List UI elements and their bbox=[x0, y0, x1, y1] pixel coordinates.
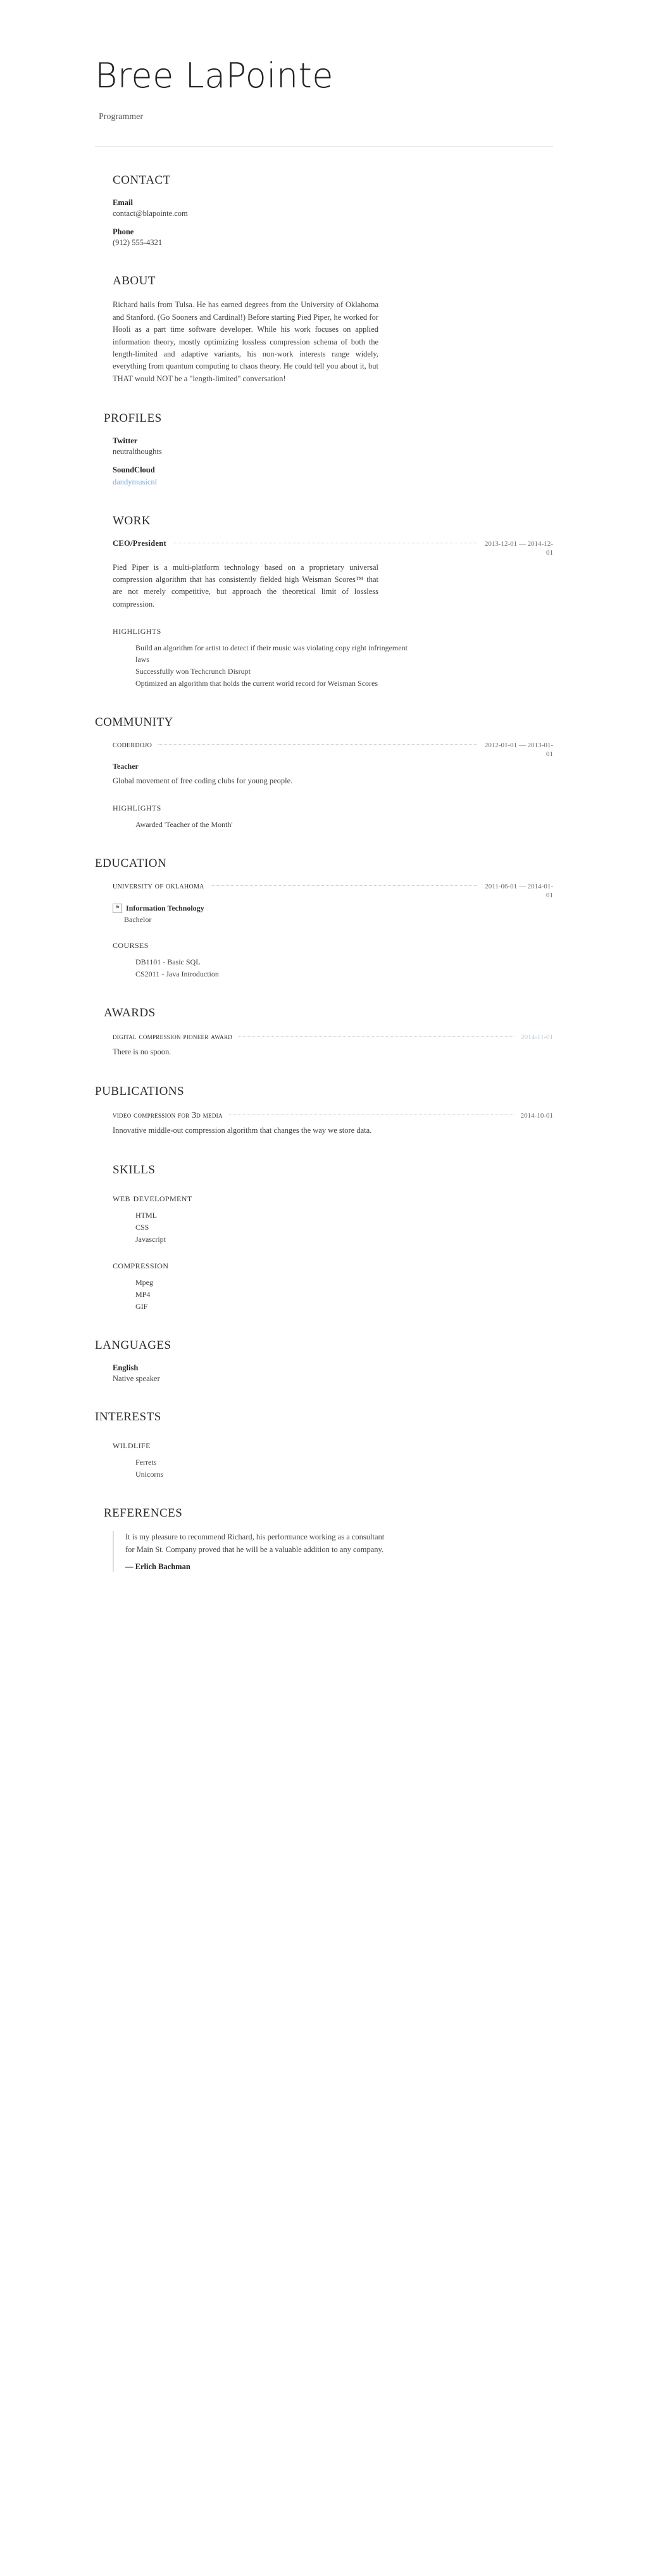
section-references bbox=[95, 1501, 553, 1572]
education-institution: university of oklahoma bbox=[113, 881, 204, 891]
skill-keywords-list bbox=[113, 1277, 553, 1312]
page-whitespace bbox=[95, 1572, 553, 2458]
dotted-leader bbox=[239, 1036, 514, 1037]
email-label: Email bbox=[113, 198, 133, 208]
award-item bbox=[113, 1031, 553, 1058]
profile-network: SoundCloud bbox=[113, 465, 155, 475]
section-profiles bbox=[95, 407, 553, 488]
education-area: Information Technology bbox=[126, 904, 204, 913]
list-item: Ferrets bbox=[135, 1458, 157, 1467]
section-title-community: community bbox=[95, 710, 173, 730]
header-divider bbox=[95, 146, 553, 147]
about-body bbox=[113, 299, 553, 385]
section-title-interests: interests bbox=[95, 1405, 161, 1425]
section-contact bbox=[95, 168, 553, 248]
interest-keywords-list bbox=[113, 1456, 553, 1480]
skill-group-name: compression bbox=[113, 1259, 169, 1272]
list-item: Awarded 'Teacher of the Month' bbox=[135, 819, 233, 829]
interest-group-name: wildlife bbox=[113, 1439, 151, 1451]
work-entry-head bbox=[113, 539, 553, 558]
list-item: Build an algorithm for artist to detect if their music was violating copy right infringement laws bbox=[135, 643, 408, 664]
section-languages bbox=[95, 1334, 553, 1384]
list-item: GIF bbox=[135, 1302, 148, 1311]
email-value: contact@blapointe.com bbox=[113, 209, 188, 218]
publication-entry-head bbox=[113, 1109, 553, 1121]
reference-text: It is my pleasure to recommend Richard, his performance working as a consultant for Main St. Company proved that he will be a valuable addition to any company. bbox=[125, 1532, 385, 1554]
section-title-education: education bbox=[95, 851, 167, 871]
publication-summary: Innovative middle-out compression algorithm that changes the way we store data. bbox=[113, 1126, 372, 1135]
award-awarder: 2014-11-01 bbox=[521, 1033, 553, 1042]
language-item bbox=[113, 1363, 553, 1384]
section-title-publications: publications bbox=[95, 1080, 185, 1099]
job-label: Programmer bbox=[99, 112, 143, 122]
contact-details bbox=[113, 198, 553, 248]
education-courses-title: courses bbox=[113, 938, 149, 951]
list-item: Successfully won Techcrunch Disrupt bbox=[135, 667, 251, 676]
section-title-work: work bbox=[113, 509, 151, 529]
education-dates: 2011-06-01 — 2014-01-01 bbox=[485, 882, 553, 899]
award-summary: There is no spoon. bbox=[113, 1047, 171, 1056]
profile-item bbox=[113, 436, 553, 457]
section-interests bbox=[95, 1405, 553, 1480]
dotted-leader bbox=[158, 744, 477, 745]
phone-value: (912) 555-4321 bbox=[113, 238, 163, 248]
education-item bbox=[113, 881, 553, 980]
community-entry-head bbox=[113, 740, 553, 759]
publication-date: 2014-10-01 bbox=[520, 1112, 553, 1120]
page-title: Bree LaPointe bbox=[95, 56, 333, 96]
community-summary: Global movement of free coding clubs for young people. bbox=[113, 776, 293, 785]
profile-username: neutralthoughts bbox=[113, 447, 162, 457]
skill-group-name: web development bbox=[113, 1192, 192, 1204]
section-publications bbox=[95, 1080, 553, 1137]
award-entry-head bbox=[113, 1031, 553, 1042]
resume-header bbox=[95, 57, 553, 122]
education-entry-head bbox=[113, 881, 553, 900]
work-position: CEO/President bbox=[113, 539, 166, 548]
section-title-skills: skills bbox=[113, 1158, 156, 1178]
community-dates: 2012-01-01 — 2013-01-01 bbox=[484, 742, 553, 758]
section-community bbox=[95, 710, 553, 830]
section-title-contact: contact bbox=[113, 168, 171, 188]
award-title: digital compression pioneer award bbox=[113, 1032, 233, 1042]
profile-network: Twitter bbox=[113, 436, 138, 446]
profile-username-link[interactable]: dandymusicnl bbox=[113, 477, 158, 487]
list-item: Javascript bbox=[135, 1235, 166, 1244]
publication-item bbox=[113, 1109, 553, 1137]
publication-name: video compression for 3d media bbox=[113, 1110, 223, 1120]
community-highlights-list bbox=[113, 819, 553, 830]
section-title-about: about bbox=[113, 269, 156, 289]
section-title-languages: languages bbox=[95, 1334, 171, 1353]
phone-label: Phone bbox=[113, 227, 134, 237]
list-item: HTML bbox=[135, 1211, 157, 1220]
education-area-row bbox=[113, 904, 553, 913]
section-title-awards: awards bbox=[104, 1001, 156, 1021]
work-dates: 2013-12-01 — 2014-12-01 bbox=[484, 540, 553, 557]
education-courses-list bbox=[113, 956, 553, 980]
reference-item bbox=[113, 1531, 391, 1572]
language-name: English bbox=[113, 1363, 139, 1373]
list-item: MP4 bbox=[135, 1290, 151, 1299]
skills-groups bbox=[113, 1192, 553, 1312]
community-highlights-title: highlights bbox=[113, 800, 161, 813]
skill-keywords-list bbox=[113, 1209, 553, 1245]
interest-group bbox=[113, 1439, 553, 1480]
list-item: DB1101 - Basic SQL bbox=[135, 957, 201, 967]
degree-icon: ⚑ bbox=[113, 904, 122, 913]
language-fluency: Native speaker bbox=[113, 1374, 160, 1384]
reference-author: — Erlich Bachman bbox=[125, 1562, 190, 1572]
education-study-type: Bachelor bbox=[124, 915, 152, 925]
community-organization: coderdojo bbox=[113, 740, 153, 750]
about-summary: Richard hails from Tulsa. He has earned degrees from the University of Oklahoma and Stanford. (Go Sooners and Cardinal!) Before starting Pied Piper, he worked for Hooli as a part time software developer. While his work focuses on applied information theory, mostly optimizing lossless compression schema of both the length-limited and adaptive variants, his non-work interests range widely, everything from quantum computing to chaos theory. He could tell you about it, but THAT would NOT be a "length-limited" conversation! bbox=[113, 300, 378, 383]
dotted-leader bbox=[211, 885, 477, 886]
section-work bbox=[95, 509, 553, 689]
community-item bbox=[113, 740, 553, 830]
community-position: Teacher bbox=[113, 761, 139, 771]
list-item: CSS bbox=[135, 1223, 149, 1232]
dotted-leader bbox=[229, 1114, 514, 1115]
list-item: Mpeg bbox=[135, 1278, 153, 1287]
section-title-profiles: profiles bbox=[104, 407, 162, 426]
work-highlights-title: highlights bbox=[113, 624, 161, 637]
section-education bbox=[95, 852, 553, 980]
work-highlights-list bbox=[113, 642, 553, 689]
profile-item bbox=[113, 465, 553, 488]
work-summary: Pied Piper is a multi-platform technology based on a proprietary universal compression algorithm that has consistently fielded high Weisman Scores™ that are not merely competitive, but approach the theoretical limit of lossless compression. bbox=[113, 562, 378, 609]
profiles-list bbox=[113, 436, 553, 488]
section-about bbox=[95, 269, 553, 385]
section-awards bbox=[95, 1001, 553, 1058]
list-item: Optimized an algorithm that holds the current world record for Weisman Scores bbox=[135, 679, 378, 688]
section-skills bbox=[95, 1158, 553, 1312]
list-item: CS2011 - Java Introduction bbox=[135, 969, 219, 979]
work-item bbox=[113, 539, 553, 689]
list-item: Unicorns bbox=[135, 1470, 163, 1479]
section-title-references: references bbox=[104, 1501, 183, 1521]
